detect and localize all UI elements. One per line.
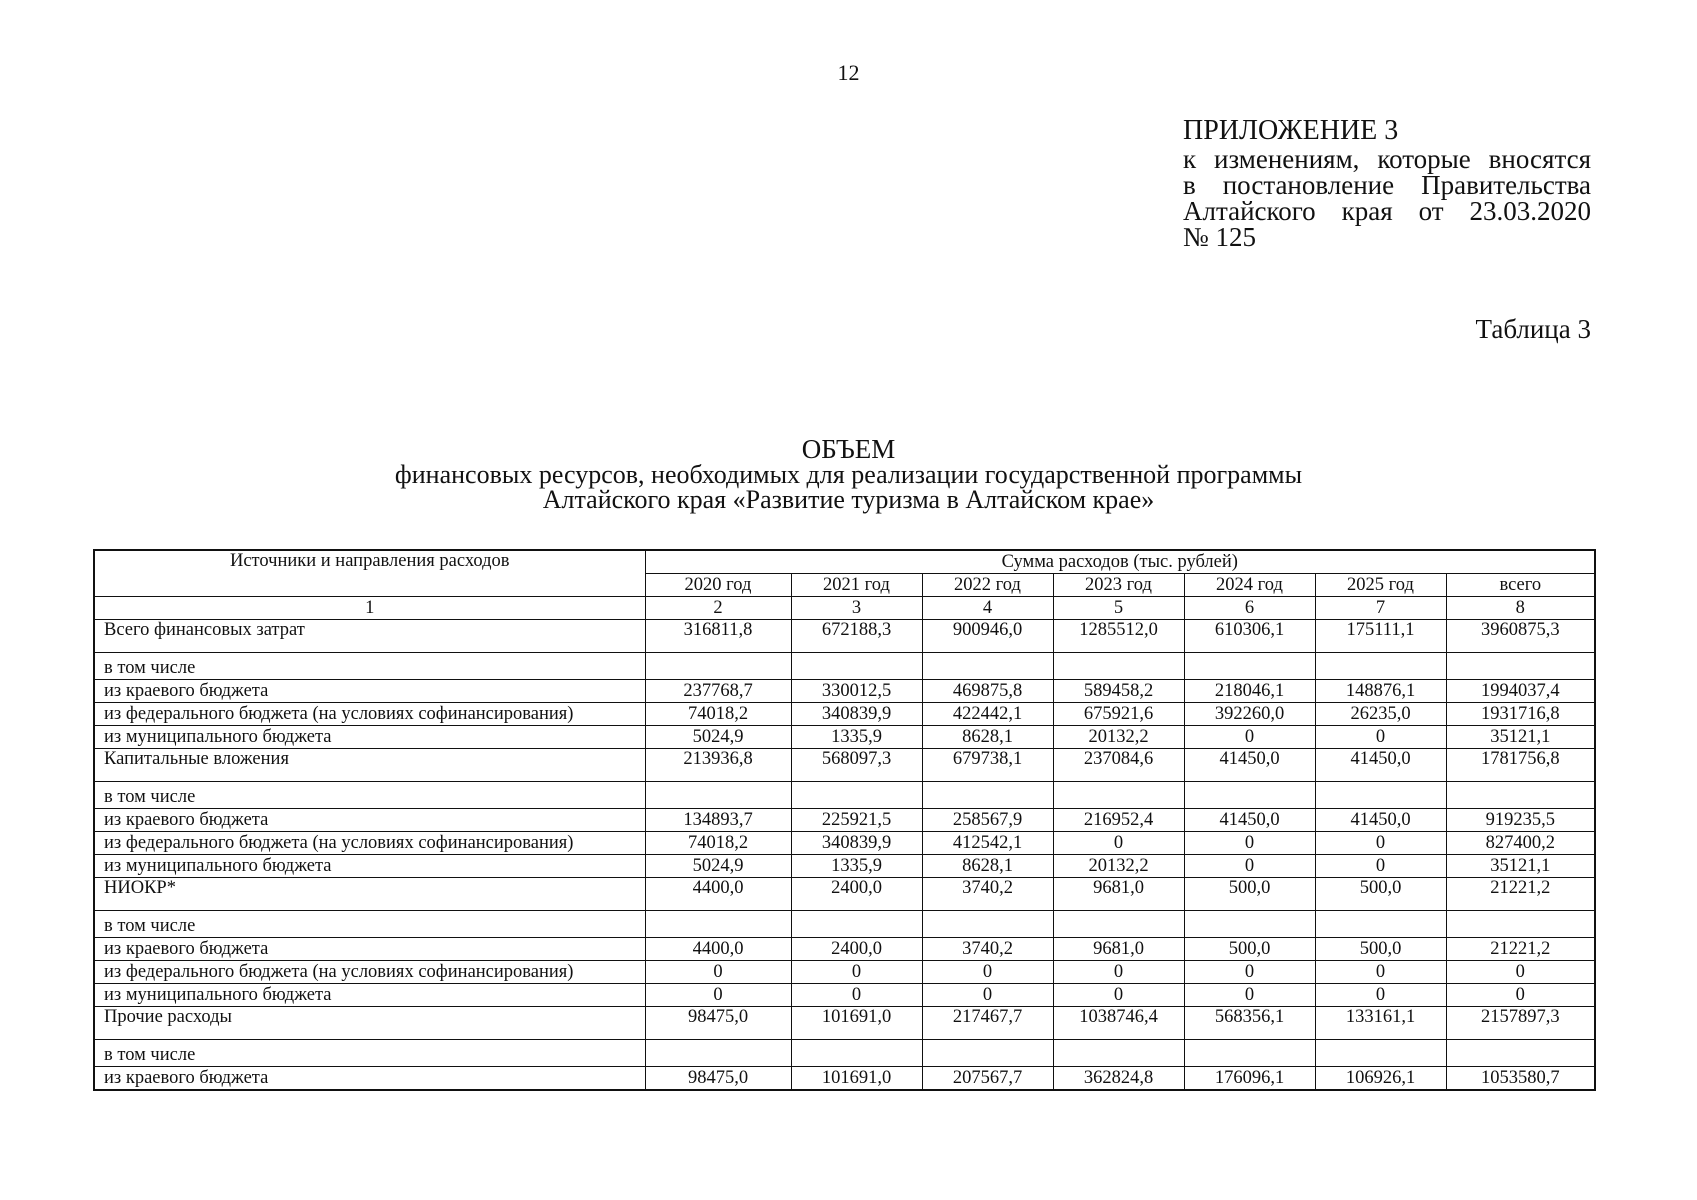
table-row <box>94 984 1595 1007</box>
cell-value <box>1053 911 1184 938</box>
cell-value: 35121,1 <box>1446 855 1595 878</box>
table-label: Таблица 3 <box>1475 314 1591 344</box>
column-number: 3 <box>791 597 922 620</box>
cell-value: 469875,8 <box>922 680 1053 703</box>
cell-value: 106926,1 <box>1315 1067 1446 1091</box>
cell-value: 9681,0 <box>1053 938 1184 961</box>
cell-value: 207567,7 <box>922 1067 1053 1091</box>
cell-value: 1335,9 <box>791 726 922 749</box>
row-label: Прочие расходы <box>94 1007 645 1040</box>
cell-value: 362824,8 <box>1053 1067 1184 1091</box>
table-row <box>94 809 1595 832</box>
column-number: 7 <box>1315 597 1446 620</box>
header-year: 2021 год <box>791 574 922 597</box>
row-label: из краевого бюджета <box>94 938 645 961</box>
cell-value: 21221,2 <box>1446 938 1595 961</box>
cell-value: 98475,0 <box>645 1007 791 1040</box>
cell-value <box>791 1040 922 1067</box>
cell-value: 0 <box>791 984 922 1007</box>
appendix-line: № 125 <box>1183 222 1257 252</box>
row-label: в том числе <box>94 782 645 809</box>
header-year: 2024 год <box>1184 574 1315 597</box>
row-label: из краевого бюджета <box>94 809 645 832</box>
table-row <box>94 938 1595 961</box>
header-year: 2023 год <box>1053 574 1184 597</box>
header-year: 2020 год <box>645 574 791 597</box>
cell-value: 316811,8 <box>645 620 791 653</box>
cell-value: 1335,9 <box>791 855 922 878</box>
cell-value <box>645 782 791 809</box>
cell-value: 672188,3 <box>791 620 922 653</box>
cell-value <box>922 911 1053 938</box>
cell-value: 500,0 <box>1184 878 1315 911</box>
cell-value: 213936,8 <box>645 749 791 782</box>
row-label: в том числе <box>94 911 645 938</box>
cell-value: 41450,0 <box>1184 809 1315 832</box>
cell-value: 0 <box>645 961 791 984</box>
row-label: Всего финансовых затрат <box>94 620 645 653</box>
cell-value: 589458,2 <box>1053 680 1184 703</box>
row-label: НИОКР* <box>94 878 645 911</box>
table-row <box>94 878 1595 911</box>
cell-value: 679738,1 <box>922 749 1053 782</box>
cell-value: 0 <box>645 984 791 1007</box>
cell-value: 4400,0 <box>645 878 791 911</box>
cell-value: 340839,9 <box>791 703 922 726</box>
cell-value: 412542,1 <box>922 832 1053 855</box>
cell-value: 919235,5 <box>1446 809 1595 832</box>
cell-value: 392260,0 <box>1184 703 1315 726</box>
header-year: 2022 год <box>922 574 1053 597</box>
table-row <box>94 1007 1595 1040</box>
row-label: из муниципального бюджета <box>94 726 645 749</box>
cell-value: 133161,1 <box>1315 1007 1446 1040</box>
cell-value: 5024,9 <box>645 855 791 878</box>
cell-value <box>1184 653 1315 680</box>
cell-value: 0 <box>922 984 1053 1007</box>
cell-value: 3740,2 <box>922 938 1053 961</box>
cell-value: 26235,0 <box>1315 703 1446 726</box>
document-heading <box>0 434 1697 514</box>
column-number: 5 <box>1053 597 1184 620</box>
table-row <box>94 1067 1595 1091</box>
cell-value: 1781756,8 <box>1446 749 1595 782</box>
cell-value: 2400,0 <box>791 878 922 911</box>
cell-value: 41450,0 <box>1184 749 1315 782</box>
appendix-block <box>1183 115 1591 252</box>
cell-value: 0 <box>1315 961 1446 984</box>
cell-value <box>791 782 922 809</box>
cell-value: 1285512,0 <box>1053 620 1184 653</box>
cell-value: 0 <box>1315 855 1446 878</box>
row-label: из муниципального бюджета <box>94 855 645 878</box>
cell-value: 1053580,7 <box>1446 1067 1595 1091</box>
table-row <box>94 911 1595 938</box>
cell-value: 0 <box>1446 961 1595 984</box>
cell-value: 41450,0 <box>1315 749 1446 782</box>
cell-value: 500,0 <box>1315 938 1446 961</box>
cell-value: 0 <box>1053 984 1184 1007</box>
header-year: 2025 год <box>1315 574 1446 597</box>
heading-sub-line-2: Алтайского края «Развитие туризма в Алтайском крае» <box>542 485 1155 514</box>
cell-value: 2157897,3 <box>1446 1007 1595 1040</box>
cell-value: 148876,1 <box>1315 680 1446 703</box>
cell-value: 675921,6 <box>1053 703 1184 726</box>
cell-value <box>645 911 791 938</box>
row-label: из краевого бюджета <box>94 680 645 703</box>
cell-value <box>1315 1040 1446 1067</box>
row-label: Капитальные вложения <box>94 749 645 782</box>
row-label: из федерального бюджета (на условиях софинансирования) <box>94 703 645 726</box>
cell-value: 0 <box>1053 832 1184 855</box>
cell-value: 20132,2 <box>1053 855 1184 878</box>
column-number: 4 <box>922 597 1053 620</box>
cell-value: 218046,1 <box>1184 680 1315 703</box>
table-row <box>94 620 1595 653</box>
cell-value: 216952,4 <box>1053 809 1184 832</box>
cell-value: 0 <box>1315 726 1446 749</box>
cell-value: 0 <box>1184 855 1315 878</box>
row-label: из муниципального бюджета <box>94 984 645 1007</box>
header-total: всего <box>1446 574 1595 597</box>
cell-value <box>1315 653 1446 680</box>
cell-value: 20132,2 <box>1053 726 1184 749</box>
heading-main: ОБЪЕМ <box>801 434 896 464</box>
column-number: 1 <box>94 597 645 620</box>
cell-value <box>645 653 791 680</box>
cell-value <box>645 1040 791 1067</box>
table-row <box>94 680 1595 703</box>
cell-value: 5024,9 <box>645 726 791 749</box>
cell-value: 330012,5 <box>791 680 922 703</box>
cell-value: 237084,6 <box>1053 749 1184 782</box>
cell-value: 134893,7 <box>645 809 791 832</box>
table-row <box>94 855 1595 878</box>
cell-value: 500,0 <box>1315 878 1446 911</box>
cell-value: 568356,1 <box>1184 1007 1315 1040</box>
cell-value: 827400,2 <box>1446 832 1595 855</box>
cell-value: 0 <box>1053 961 1184 984</box>
cell-value: 21221,2 <box>1446 878 1595 911</box>
cell-value: 1038746,4 <box>1053 1007 1184 1040</box>
row-label: из федерального бюджета (на условиях софинансирования) <box>94 832 645 855</box>
cell-value: 0 <box>1315 832 1446 855</box>
cell-value: 8628,1 <box>922 726 1053 749</box>
appendix-line: Алтайского края от 23.03.2020 <box>1183 196 1591 226</box>
cell-value: 0 <box>1446 984 1595 1007</box>
column-number: 6 <box>1184 597 1315 620</box>
cell-value: 0 <box>1184 961 1315 984</box>
cell-value: 258567,9 <box>922 809 1053 832</box>
appendix-line: в постановление Правительства <box>1183 170 1591 200</box>
cell-value <box>1053 1040 1184 1067</box>
page-number: 12 <box>837 60 860 85</box>
cell-value: 500,0 <box>1184 938 1315 961</box>
cell-value: 8628,1 <box>922 855 1053 878</box>
heading-sub-line-1: финансовых ресурсов, необходимых для реализации государственной программы <box>394 460 1303 489</box>
cell-value: 0 <box>791 961 922 984</box>
cell-value: 98475,0 <box>645 1067 791 1091</box>
cell-value: 1931716,8 <box>1446 703 1595 726</box>
cell-value <box>1446 1040 1595 1067</box>
cell-value: 9681,0 <box>1053 878 1184 911</box>
cell-value: 35121,1 <box>1446 726 1595 749</box>
appendix-line: к изменениям, которые вносятся <box>1183 144 1591 174</box>
cell-value <box>1315 782 1446 809</box>
cell-value: 2400,0 <box>791 938 922 961</box>
cell-value <box>922 1040 1053 1067</box>
table-row <box>94 749 1595 782</box>
cell-value: 0 <box>1184 726 1315 749</box>
table-row <box>94 653 1595 680</box>
budget-table <box>93 549 1596 1091</box>
row-label: из федерального бюджета (на условиях софинансирования) <box>94 961 645 984</box>
cell-value <box>1446 911 1595 938</box>
cell-value: 101691,0 <box>791 1067 922 1091</box>
cell-value: 3960875,3 <box>1446 620 1595 653</box>
cell-value: 176096,1 <box>1184 1067 1315 1091</box>
row-label: из краевого бюджета <box>94 1067 645 1091</box>
row-label: в том числе <box>94 1040 645 1067</box>
table-row <box>94 782 1595 809</box>
column-number: 2 <box>645 597 791 620</box>
table-row <box>94 961 1595 984</box>
cell-value: 175111,1 <box>1315 620 1446 653</box>
cell-value <box>1446 653 1595 680</box>
appendix-title: ПРИЛОЖЕНИЕ 3 <box>1183 115 1399 146</box>
cell-value: 74018,2 <box>645 832 791 855</box>
cell-value: 0 <box>1184 984 1315 1007</box>
header-sum: Сумма расходов (тыс. рублей) <box>645 550 1595 574</box>
cell-value <box>791 911 922 938</box>
cell-value <box>791 653 922 680</box>
cell-value: 217467,7 <box>922 1007 1053 1040</box>
cell-value: 568097,3 <box>791 749 922 782</box>
cell-value: 237768,7 <box>645 680 791 703</box>
row-label: в том числе <box>94 653 645 680</box>
cell-value: 0 <box>1184 832 1315 855</box>
cell-value: 422442,1 <box>922 703 1053 726</box>
column-number: 8 <box>1446 597 1595 620</box>
table-row <box>94 1040 1595 1067</box>
table-row <box>94 832 1595 855</box>
cell-value: 340839,9 <box>791 832 922 855</box>
cell-value: 0 <box>922 961 1053 984</box>
cell-value: 41450,0 <box>1315 809 1446 832</box>
cell-value: 1994037,4 <box>1446 680 1595 703</box>
cell-value <box>922 653 1053 680</box>
cell-value: 225921,5 <box>791 809 922 832</box>
cell-value: 900946,0 <box>922 620 1053 653</box>
cell-value: 74018,2 <box>645 703 791 726</box>
cell-value <box>1184 911 1315 938</box>
cell-value: 101691,0 <box>791 1007 922 1040</box>
cell-value: 4400,0 <box>645 938 791 961</box>
cell-value <box>1053 782 1184 809</box>
cell-value: 610306,1 <box>1184 620 1315 653</box>
cell-value <box>1446 782 1595 809</box>
table-row <box>94 726 1595 749</box>
cell-value: 3740,2 <box>922 878 1053 911</box>
cell-value <box>1184 782 1315 809</box>
cell-value <box>922 782 1053 809</box>
budget-table-body <box>94 620 1595 1091</box>
cell-value <box>1053 653 1184 680</box>
header-source: Источники и направления расходов <box>94 550 645 597</box>
cell-value <box>1184 1040 1315 1067</box>
cell-value <box>1315 911 1446 938</box>
cell-value: 0 <box>1315 984 1446 1007</box>
table-row <box>94 703 1595 726</box>
